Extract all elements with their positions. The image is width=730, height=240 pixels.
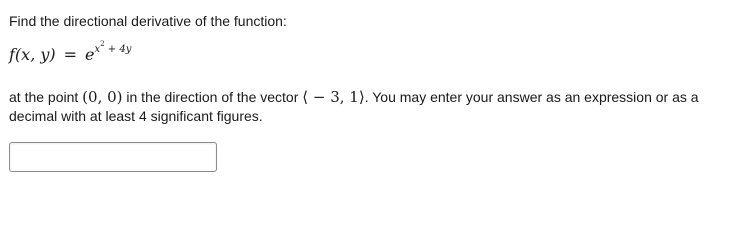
equals-sign: = — [63, 45, 78, 64]
question-prompt: Find the directional derivative of the function: — [9, 13, 287, 29]
function-formula — [9, 40, 132, 65]
exp-variable: x — [94, 43, 101, 55]
sentence-part-2: in the direction of the vector — [122, 89, 303, 105]
vector-value: ⟨ − 3, 1⟩ — [302, 88, 365, 106]
function-lhs: f(x, y) — [9, 45, 56, 64]
exp-power: 2 — [100, 40, 105, 49]
answer-input[interactable] — [9, 142, 217, 172]
sentence-part-3: . You may enter your answer as an expression or as a decimal with at least 4 significant figures. — [9, 89, 699, 124]
sentence-part-1: at the point — [9, 89, 83, 105]
exp-rest: + 4y — [104, 43, 132, 55]
exp-base: e — [85, 45, 95, 64]
point-value: (0, 0) — [82, 88, 123, 106]
question-body — [9, 88, 721, 126]
exponent — [94, 40, 132, 55]
